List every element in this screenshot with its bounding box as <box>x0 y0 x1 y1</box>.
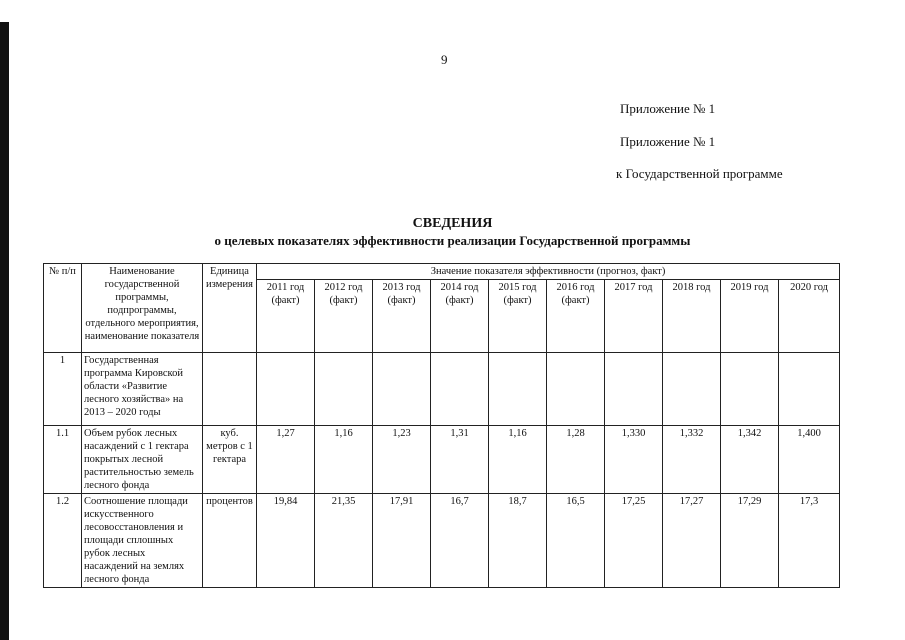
header-unit: Единица измерения <box>203 264 257 353</box>
row-value-7: 1,332 <box>663 426 721 494</box>
header-year-8 <box>721 280 779 353</box>
row-value-5: 1,28 <box>547 426 605 494</box>
header-year-label: 2019 год <box>730 282 769 293</box>
row-unit: куб. метров с 1 гектара <box>203 426 257 494</box>
row-value-4: 1,16 <box>489 426 547 494</box>
row-value-3: 1,31 <box>431 426 489 494</box>
row-unit <box>203 353 257 426</box>
row-value-6: 1,330 <box>605 426 663 494</box>
header-year-note: (факт) <box>387 295 416 306</box>
row-value-6 <box>605 353 663 426</box>
header-year-label: 2017 год <box>614 282 653 293</box>
header-year-2 <box>373 280 431 353</box>
row-value-1: 21,35 <box>315 494 373 588</box>
header-values-group: Значение показателя эффективности (прогноз, факт) <box>257 264 840 280</box>
row-value-7: 17,27 <box>663 494 721 588</box>
header-year-note: (факт) <box>561 295 590 306</box>
header-name: Наименование государственной программы, подпрограммы, отдельного мероприятия, наименование показателя <box>82 264 203 353</box>
row-value-2: 1,23 <box>373 426 431 494</box>
row-value-9: 17,3 <box>779 494 840 588</box>
table-row <box>44 353 840 426</box>
header-year-note: (факт) <box>445 295 474 306</box>
row-value-1: 1,16 <box>315 426 373 494</box>
table-row <box>44 426 840 494</box>
header-year-label: 2011 год <box>266 282 305 293</box>
row-value-0: 19,84 <box>257 494 315 588</box>
appendix-line-3: к Государственной программе <box>616 166 783 181</box>
row-num: 1 <box>44 353 82 426</box>
indicators-table <box>43 263 840 588</box>
row-name: Объем рубок лесных насаждений с 1 гектара покрытых лесной растительностью земель лесного фонда <box>82 426 203 494</box>
row-value-7 <box>663 353 721 426</box>
row-value-3 <box>431 353 489 426</box>
header-year-3 <box>431 280 489 353</box>
indicators-table-wrapper <box>43 263 839 588</box>
row-num: 1.1 <box>44 426 82 494</box>
row-value-2 <box>373 353 431 426</box>
header-year-label: 2018 год <box>672 282 711 293</box>
row-name: Соотношение площади искусственного лесовосстановления и площади сплошных рубок лесных насаждений на землях лесного фонда <box>82 494 203 588</box>
row-name: Государственная программа Кировской области «Развитие лесного хозяйства» на 2013 – 2020 годы <box>82 353 203 426</box>
document-title: СВЕДЕНИЯ <box>412 216 493 231</box>
appendix-line-2: Приложение № 1 <box>620 134 716 149</box>
header-year-label: 2020 год <box>790 282 829 293</box>
row-value-4: 18,7 <box>489 494 547 588</box>
row-value-1 <box>315 353 373 426</box>
row-value-8 <box>721 353 779 426</box>
header-year-note: (факт) <box>503 295 532 306</box>
table-row <box>44 494 840 588</box>
header-year-6 <box>605 280 663 353</box>
header-year-0 <box>257 280 315 353</box>
row-unit: процентов <box>203 494 257 588</box>
header-num: № п/п <box>44 264 82 353</box>
row-value-8: 17,29 <box>721 494 779 588</box>
header-year-label: 2015 год <box>498 282 537 293</box>
header-year-label: 2012 год <box>324 282 363 293</box>
header-year-1 <box>315 280 373 353</box>
document-subtitle: о целевых показателях эффективности реализации Государственной программы <box>214 233 691 248</box>
row-value-8: 1,342 <box>721 426 779 494</box>
row-value-0 <box>257 353 315 426</box>
scan-edge-bar <box>0 22 9 640</box>
header-year-9 <box>779 280 840 353</box>
row-value-9: 1,400 <box>779 426 840 494</box>
header-year-label: 2013 год <box>382 282 421 293</box>
header-year-note: (факт) <box>329 295 358 306</box>
row-value-5: 16,5 <box>547 494 605 588</box>
appendix-line-1: Приложение № 1 <box>620 101 716 116</box>
page-number: 9 <box>441 52 448 67</box>
header-year-4 <box>489 280 547 353</box>
row-value-9 <box>779 353 840 426</box>
row-num: 1.2 <box>44 494 82 588</box>
header-year-5 <box>547 280 605 353</box>
row-value-4 <box>489 353 547 426</box>
row-value-5 <box>547 353 605 426</box>
row-value-0: 1,27 <box>257 426 315 494</box>
row-value-2: 17,91 <box>373 494 431 588</box>
header-year-label: 2016 год <box>556 282 595 293</box>
header-year-note: (факт) <box>271 295 300 306</box>
row-value-6: 17,25 <box>605 494 663 588</box>
row-value-3: 16,7 <box>431 494 489 588</box>
header-year-7 <box>663 280 721 353</box>
header-year-label: 2014 год <box>440 282 479 293</box>
